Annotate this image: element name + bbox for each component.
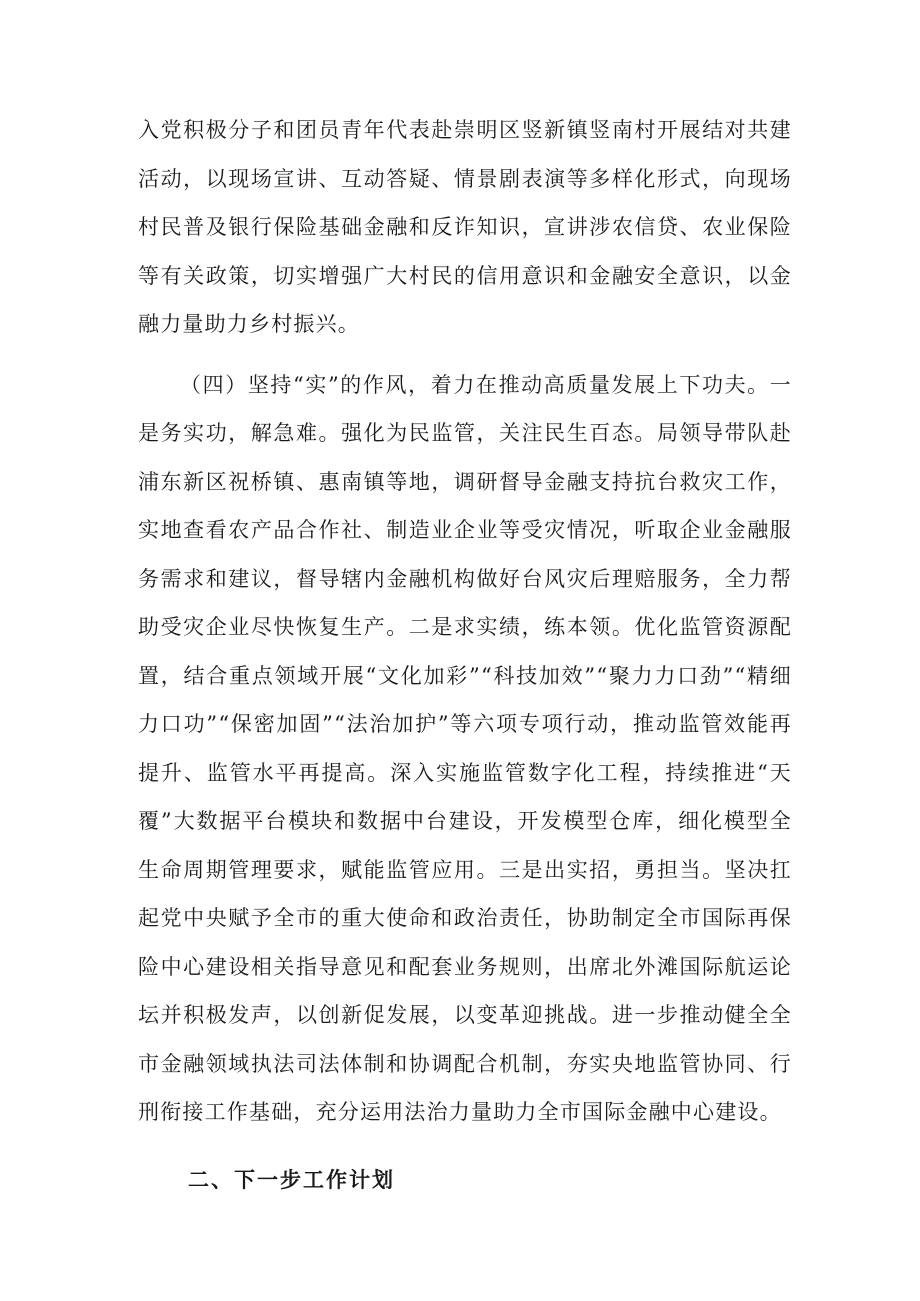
document-body — [138, 106, 792, 1204]
paragraph-rural-outreach: 入党积极分子和团员青年代表赴崇明区竖新镇竖南村开展结对共建活动，以现场宣讲、互动答疑、情景剧表演等多样化形式，向现场村民普及银行保险基础金融和反诈知识，宣讲涉农信贷、农业保险等有关政策，切实增强广大村民的信用意识和金融安全意识，以金融力量助力乡村振兴。 — [138, 118, 792, 336]
section-heading-next-plan: 二、下一步工作计划 — [188, 1167, 395, 1192]
paragraph-practical-style: （四）坚持“实”的作风，着力在推动高质量发展上下功夫。一是务实功，解急难。强化为民监管，关注民生百态。局领导带队赴浦东新区祝桥镇、惠南镇等地，调研督导金融支持抗台救灾工作，实地查看农产品合作社、制造业企业等受灾情况，听取企业金融服务需求和建议，督导辖内金融机构做好台风灾后理赔服务，全力帮助受灾企业尽快恢复生产。二是求实绩，练本领。优化监管资源配置，结合重点领域开展“文化加彩”“科技加效”“聚力力口劲”“精细力口功”“保密加固”“法治加护”等六项专项行动，推动监管效能再提升、监管水平再提高。深入实施监管数字化工程，持续推进“天覆”大数据平台模块和数据中台建设，开发模型仓库，细化模型全生命周期管理要求，赋能监管应用。三是出实招，勇担当。坚决扛起党中央赋予全市的重大使命和政治责任，协助制定全市国际再保险中心建设相关指导意见和配套业务规则，出席北外滩国际航运论坛并积极发声，以创新促发展，以变革迎挑战。进一步推动健全全市金融领域执法司法体制和协调配合机制，夯实央地监管协同、行刑衔接工作基础，充分运用法治力量助力全市国际金融中心建设。 — [138, 372, 792, 1124]
